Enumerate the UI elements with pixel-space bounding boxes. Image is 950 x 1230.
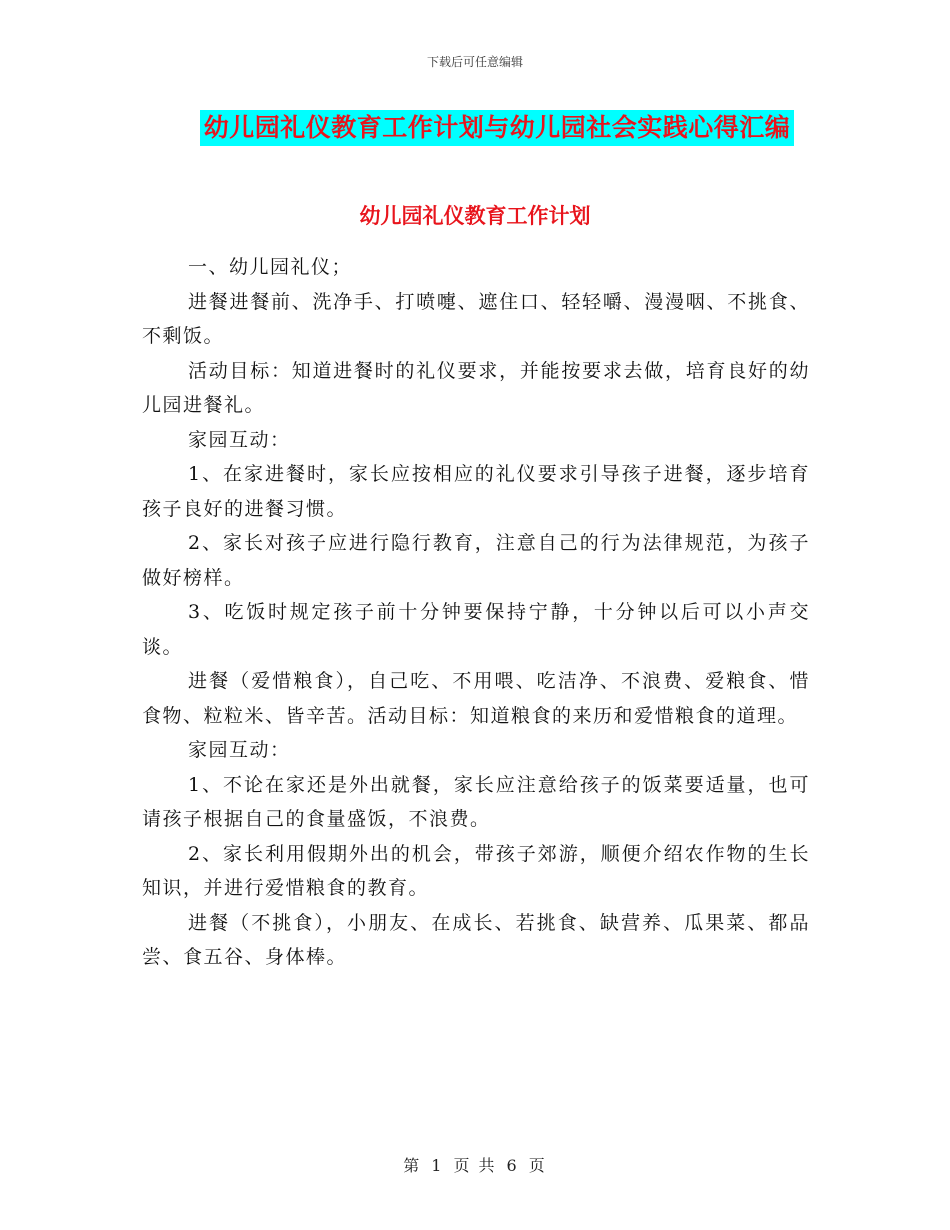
section-title: 幼儿园礼仪教育工作计划 [359, 204, 591, 228]
footer-page-number: 1 [431, 1156, 444, 1175]
paragraph: 一、幼儿园礼仪； [188, 256, 353, 278]
document-title-container [0, 110, 950, 146]
paragraph: 家园互动： [188, 428, 291, 451]
paragraph: 活动目标：知道进餐时的礼仪要求，并能按要求去做，培育良好的幼儿园进餐礼。 [142, 359, 810, 416]
paragraph: 进餐（不挑食），小朋友、在成长、若挑食、缺营养、瓜果菜、都品尝、食五谷、身体棒。 [142, 911, 810, 968]
header-note: 下载后可任意编辑 [426, 55, 523, 69]
paragraph: 1、在家进餐时，家长应按相应的礼仪要求引导孩子进餐，逐步培育孩子良好的进餐习惯。 [142, 463, 810, 520]
footer-middle: 页 共 [453, 1156, 497, 1175]
footer-total-pages: 6 [506, 1156, 519, 1175]
paragraph: 进餐（爱惜粮食），自己吃、不用喂、吃洁净、不浪费、爱粮食、惜食物、粒粒米、皆辛苦。活动目标：知道粮食的来历和爱惜粮食的道理。 [142, 670, 810, 727]
footer-prefix: 第 [403, 1156, 422, 1175]
document-body [142, 250, 810, 975]
paragraph: 进餐进餐前、洗净手、打喷嚏、遮住口、轻轻嚼、漫漫咽、不挑食、不剩饭。 [142, 290, 810, 347]
page-footer [0, 1153, 950, 1176]
paragraph: 1、不论在家还是外出就餐，家长应注意给孩子的饭菜要适量，也可请孩子根据自己的食量盛饭，不浪费。 [142, 773, 810, 830]
footer-suffix: 页 [528, 1156, 547, 1175]
document-title: 幼儿园礼仪教育工作计划与幼儿园社会实践心得汇编 [200, 110, 795, 146]
paragraph: 3、吃饭时规定孩子前十分钟要保持宁静，十分钟以后可以小声交谈。 [142, 601, 810, 658]
paragraph: 2、家长利用假期外出的机会，带孩子郊游，顺便介绍农作物的生长知识，并进行爱惜粮食的教育。 [142, 842, 810, 899]
paragraph: 2、家长对孩子应进行隐行教育，注意自己的行为法律规范，为孩子做好榜样。 [142, 532, 810, 589]
paragraph: 家园互动： [188, 739, 291, 761]
